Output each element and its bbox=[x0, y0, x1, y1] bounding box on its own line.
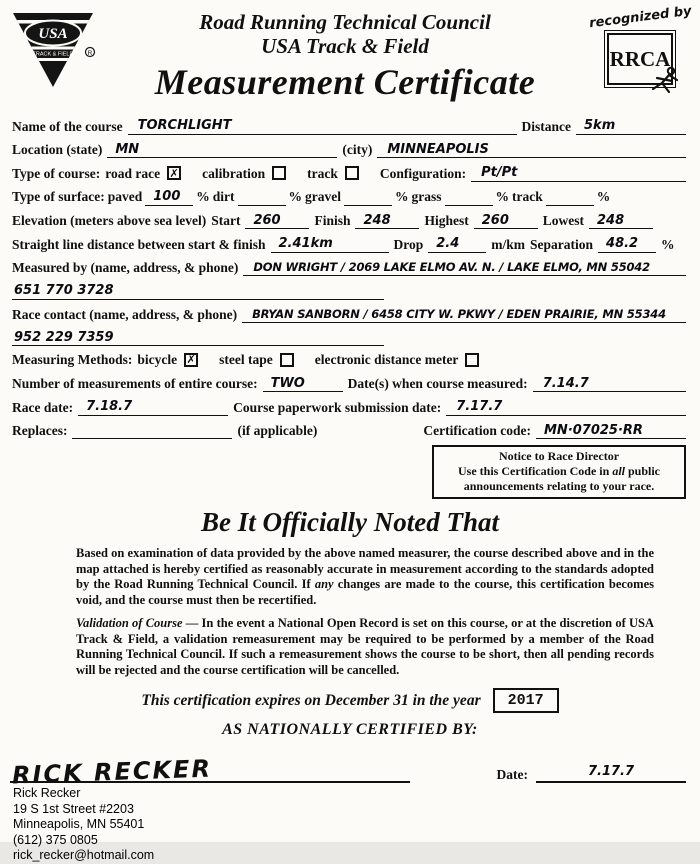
form-row-measured-by bbox=[12, 259, 686, 276]
replaces-label: Replaces: bbox=[12, 423, 68, 439]
configuration-label: Configuration: bbox=[379, 165, 467, 181]
notice-body-pre: Use this Certification Code in bbox=[457, 464, 613, 478]
validation-paragraph bbox=[76, 616, 654, 678]
usatf-logo bbox=[8, 8, 102, 103]
race-date-field bbox=[78, 398, 228, 416]
certifier-contact-block bbox=[13, 786, 700, 864]
measurement-count-value: TWO bbox=[270, 375, 305, 391]
signature-row bbox=[10, 751, 686, 790]
configuration-field bbox=[471, 164, 686, 182]
council-name: Road Running Technical Council bbox=[199, 10, 491, 34]
rrca-logo bbox=[607, 33, 673, 85]
form-row-straight-line bbox=[12, 235, 686, 253]
edm-label: electronic distance meter bbox=[314, 352, 459, 368]
gravel-label: gravel bbox=[305, 189, 341, 205]
percent-sign: % bbox=[596, 189, 611, 205]
race-contact-value: BRYAN SANBORN / 6458 CITY W. PKWY / EDEN PRAIRIE, MN 55344 bbox=[252, 306, 666, 321]
notice-body-emphasis: all bbox=[612, 464, 625, 478]
edm-checkbox bbox=[465, 353, 479, 367]
signature-date-field bbox=[536, 762, 686, 783]
straight-line-value: 2.41km bbox=[278, 236, 333, 252]
road-race-label: road race bbox=[105, 165, 161, 181]
measurement-count-field bbox=[263, 375, 343, 393]
cert-code-label: Certification code: bbox=[423, 423, 531, 439]
measured-by-value: DON WRIGHT / 2069 LAKE ELMO AV. N. / LAKE ELMO, MN 55042 bbox=[253, 259, 650, 274]
measured-by-field bbox=[243, 259, 686, 276]
course-name-field bbox=[128, 117, 517, 135]
notice-body bbox=[440, 464, 678, 493]
state-value: MN bbox=[115, 141, 140, 157]
form-row-surface bbox=[12, 188, 686, 206]
calibration-label: calibration bbox=[202, 165, 266, 181]
signature-date-value: 7.17.7 bbox=[587, 764, 635, 780]
drop-unit: m/km bbox=[491, 236, 526, 252]
form-row-contact-phone bbox=[12, 329, 686, 347]
type-of-course-label: Type of course: bbox=[12, 165, 101, 181]
expiration-year-box: 2017 bbox=[493, 688, 559, 713]
form-row-location bbox=[12, 141, 686, 159]
drop-field bbox=[428, 235, 486, 253]
configuration-value: Pt/Pt bbox=[481, 165, 518, 181]
certificate-title: Measurement Certificate bbox=[154, 62, 536, 103]
expiration-line bbox=[0, 688, 700, 713]
submission-date-label: Course paperwork submission date: bbox=[233, 399, 442, 415]
measurement-count-label: Number of measurements of entire course: bbox=[12, 376, 258, 391]
certifier-street: 19 S 1st Street #2203 bbox=[13, 801, 134, 816]
form-row-race-date bbox=[12, 398, 686, 416]
bicycle-label: bicycle bbox=[137, 352, 178, 368]
race-date-value: 7.18.7 bbox=[86, 399, 133, 415]
percent-sign: % bbox=[661, 236, 675, 252]
location-state-label: Location (state) bbox=[12, 142, 103, 158]
road-race-checkbox: ✗ bbox=[167, 166, 181, 180]
paved-value: 100 bbox=[153, 189, 181, 205]
header bbox=[0, 0, 700, 103]
separation-field bbox=[598, 235, 656, 253]
form-row-course-type bbox=[12, 164, 686, 182]
certification-paragraph bbox=[76, 546, 654, 608]
cert-code-value: MN·07025·RR bbox=[544, 422, 643, 438]
usatf-logo-text: USA bbox=[38, 26, 68, 42]
dirt-field bbox=[238, 205, 286, 206]
header-titles bbox=[102, 8, 588, 103]
lowest-value: 248 bbox=[597, 212, 625, 228]
form-row-elevation bbox=[12, 212, 686, 230]
submission-date-value: 7.17.7 bbox=[456, 399, 503, 415]
certificate-form bbox=[0, 117, 700, 439]
start-value: 260 bbox=[253, 212, 281, 228]
grass-label: grass bbox=[411, 189, 442, 205]
steel-tape-checkbox bbox=[280, 353, 294, 367]
track-surface-field bbox=[546, 205, 594, 206]
para1-emphasis: any bbox=[314, 577, 334, 592]
separation-label: Separation bbox=[530, 236, 594, 252]
finish-value: 248 bbox=[363, 212, 391, 228]
track-checkbox bbox=[345, 166, 359, 180]
form-row-measurer-phone bbox=[12, 282, 686, 300]
date-measured-field bbox=[533, 375, 686, 393]
signature-line bbox=[10, 751, 410, 790]
date-measured-value: 7.14.7 bbox=[542, 375, 589, 391]
submission-date-field bbox=[446, 398, 686, 416]
drop-label: Drop bbox=[393, 236, 424, 252]
city-label: (city) bbox=[342, 142, 373, 158]
elevation-label: Elevation (meters above sea level) bbox=[12, 213, 207, 229]
course-name-label: Name of the course bbox=[12, 118, 123, 134]
city-value: MINNEAPOLIS bbox=[387, 141, 489, 157]
usatf-logo-icon bbox=[8, 8, 98, 92]
track-label: track bbox=[307, 165, 338, 181]
dirt-label: dirt bbox=[212, 189, 235, 205]
rrca-runner-icon bbox=[649, 65, 683, 99]
para2-emphasis: Validation of Course bbox=[76, 616, 183, 631]
highest-label: Highest bbox=[424, 213, 469, 229]
certifier-city: Minneapolis, MN 55401 bbox=[13, 817, 145, 832]
form-row-course-name bbox=[12, 117, 686, 135]
replaces-field bbox=[72, 438, 232, 439]
measured-by-label: Measured by (name, address, & phone) bbox=[12, 259, 239, 275]
expires-label: This certification expires on December 31 in the year bbox=[141, 691, 481, 709]
form-row-methods bbox=[12, 352, 686, 368]
race-date-label: Race date: bbox=[12, 399, 74, 415]
finish-label: Finish bbox=[314, 213, 351, 229]
steel-tape-label: steel tape bbox=[219, 352, 273, 368]
if-applicable-label: (if applicable) bbox=[237, 423, 318, 439]
finish-field bbox=[355, 212, 419, 230]
date-measured-label: Date(s) when course measured: bbox=[347, 376, 528, 391]
form-row-measurement-count bbox=[12, 375, 686, 393]
bicycle-checkbox: ✗ bbox=[184, 353, 198, 367]
certified-by-heading: AS NATIONALLY CERTIFIED BY: bbox=[222, 721, 478, 739]
certifier-name: Rick Recker bbox=[13, 786, 81, 801]
rrca-block bbox=[588, 3, 692, 103]
paved-field bbox=[145, 188, 193, 206]
gravel-field bbox=[344, 205, 392, 206]
signature-script: RICK RECKER bbox=[11, 754, 213, 790]
para1-post: changes are made to the course, this certification becomes void, and the course must then be recertified. bbox=[76, 577, 655, 607]
form-row-replaces bbox=[12, 422, 686, 440]
notice-body-post: public announcements relating to your race. bbox=[463, 464, 660, 493]
grass-field bbox=[445, 205, 493, 206]
drop-value: 2.4 bbox=[436, 236, 460, 252]
notice-title: Notice to Race Director bbox=[498, 449, 620, 464]
signature-date-label: Date: bbox=[496, 767, 528, 783]
percent-sign: % bbox=[196, 189, 210, 205]
cert-code-field bbox=[536, 422, 686, 440]
straight-line-label: Straight line distance between start & finish bbox=[12, 236, 266, 252]
measurer-phone-value: 651 770 3728 bbox=[14, 283, 114, 299]
contact-phone-value: 952 229 7359 bbox=[14, 329, 114, 345]
org-name: USA Track & Field bbox=[261, 34, 429, 59]
separation-value: 48.2 bbox=[606, 236, 639, 252]
distance-value: 5km bbox=[584, 118, 616, 134]
race-contact-label: Race contact (name, address, & phone) bbox=[12, 306, 238, 322]
rrca-logo-text: RRCA bbox=[609, 46, 671, 71]
certifier-phone: (612) 375 0805 bbox=[13, 832, 98, 847]
city-field bbox=[377, 141, 686, 159]
highest-field bbox=[474, 212, 538, 230]
contact-phone-field bbox=[12, 329, 384, 347]
straight-line-field bbox=[271, 235, 389, 253]
para1-pre: Based on examination of data provided by the above named measurer, the course described above and in the map attached is hereby certified as reasonably accurate in measurement according to the standards adopted by the Road Running Technical Council. If bbox=[76, 546, 654, 592]
measurer-phone-field bbox=[12, 282, 384, 300]
percent-sign: % bbox=[495, 189, 509, 205]
paved-label: paved bbox=[107, 189, 143, 205]
state-field bbox=[107, 141, 337, 159]
calibration-checkbox bbox=[272, 166, 286, 180]
measuring-methods-label: Measuring Methods: bbox=[12, 352, 133, 368]
notice-to-race-director-box bbox=[432, 445, 686, 499]
course-name-value: TORCHLIGHT bbox=[137, 118, 232, 134]
form-row-race-contact bbox=[12, 306, 686, 323]
highest-value: 260 bbox=[481, 212, 509, 228]
type-of-surface-label: Type of surface: bbox=[12, 189, 105, 205]
usatf-logo-subtext: TRACK & FIELD bbox=[32, 51, 74, 58]
track-surface-label: track bbox=[512, 189, 543, 205]
race-contact-field bbox=[242, 306, 686, 323]
lowest-label: Lowest bbox=[542, 213, 584, 229]
percent-sign: % bbox=[395, 189, 409, 205]
start-label: Start bbox=[211, 213, 241, 229]
distance-label: Distance bbox=[521, 118, 571, 134]
svg-text:R: R bbox=[87, 49, 93, 57]
percent-sign: % bbox=[288, 189, 302, 205]
start-field bbox=[245, 212, 309, 230]
certifier-email: rick_recker@hotmail.com bbox=[13, 848, 155, 863]
recognized-by-text: recognized by bbox=[588, 3, 692, 32]
para2-post: — In the event a National Open Record is set on this course, or at the discretion of USA Track & Field, a validation remeasurement may be required to be performed by a member of the Road Running Technical Council. If such a remeasurement shows the course to be short, then all pending records will be rejected and the course certification will be cancelled. bbox=[76, 616, 654, 677]
lowest-field bbox=[589, 212, 653, 230]
distance-field bbox=[576, 117, 686, 135]
officially-noted-heading: Be It Officially Noted That bbox=[201, 507, 499, 538]
